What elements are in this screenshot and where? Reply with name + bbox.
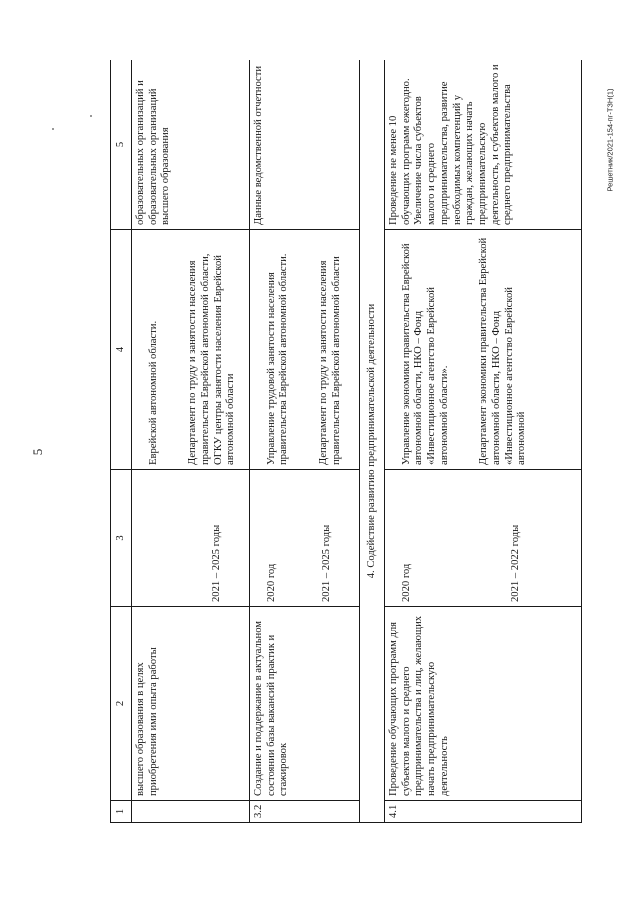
result-cell: образовательных организаций и образовательных организаций высшего образования [132,60,250,230]
period-text: 2021 – 2025 годы [321,524,333,602]
header-cell: 3 [111,470,132,607]
header-cell: 2 [111,607,132,801]
executor-cell [132,230,250,470]
measure-cell: высшего образования в целях приобретения ими опыта работы [132,607,250,801]
scan-speck [90,115,92,117]
header-cell: 5 [111,60,132,230]
result-cell: Данные ведомственной отчетности [250,60,360,230]
period-text: 2021 – 2025 годы [211,524,223,602]
section-row [360,60,385,823]
executor-cell [250,230,360,470]
header-cell: 1 [111,801,132,823]
page-number: 5 [30,448,45,456]
period-text: 2020 год [265,563,277,602]
plan-table-wrapper [110,60,582,823]
executor-text: Управление трудовой занятости населения правительства Еврейской автономной области. [265,253,290,465]
executor-text: Управление экономики правительства Еврейской автономной области, НКО – Фонд «Инвестиционное агентство Еврейской автономной области». [400,243,450,465]
executor-text: Еврейской автономной области. [147,320,159,465]
table-row [132,60,250,823]
table-row [385,60,582,823]
measure-cell: Проведение обучающих программ для субъектов малого и среднего предпринимательства и лиц, желающих начать предпринимательскую деятельность [385,607,582,801]
table-header-row [111,60,132,823]
plan-table [110,60,582,823]
measure-cell: Создание и поддержание в актуальном состоянии базы вакансий практик и стажировок [250,607,360,801]
header-cell: 4 [111,230,132,470]
executor-text: Департамент по труду и занятости населения правительства Еврейской автономной области [317,256,342,465]
executor-text: Департамент по труду и занятости населения правительства Еврейской автономной области, ОГКУ центры занятости населения Еврейской автономной области [187,253,237,465]
executor-text: Департамент экономики правительства Еврейской автономной области, НКО – Фонд «Инвестиционное агентство Еврейской автономной [478,237,528,465]
period-text: 2020 год [400,563,412,602]
result-cell: Проведение не менее 10 обучающих программ ежегодно. Увеличение числа субъектов малого и среднего предпринимательства, развитие необходимых компетенций у граждан, желающих начать предпринимательскую деятельность, и субъектов малого и среднего предпринимательства [385,60,582,230]
period-cell [132,470,250,607]
document-reference: Решетник/2021-154-пг-ТЗН(1) [605,88,615,192]
scan-speck [52,128,54,130]
row-number: 4.1 [385,801,582,823]
period-text: 2021 – 2022 годы [510,524,522,602]
period-cell [250,470,360,607]
period-cell [385,470,582,607]
executor-cell [385,230,582,470]
row-number: 3.2 [250,801,360,823]
table-row [250,60,360,823]
section-title: 4. Содействие развитию предпринимательской деятельности [360,60,385,823]
row-number [132,801,250,823]
